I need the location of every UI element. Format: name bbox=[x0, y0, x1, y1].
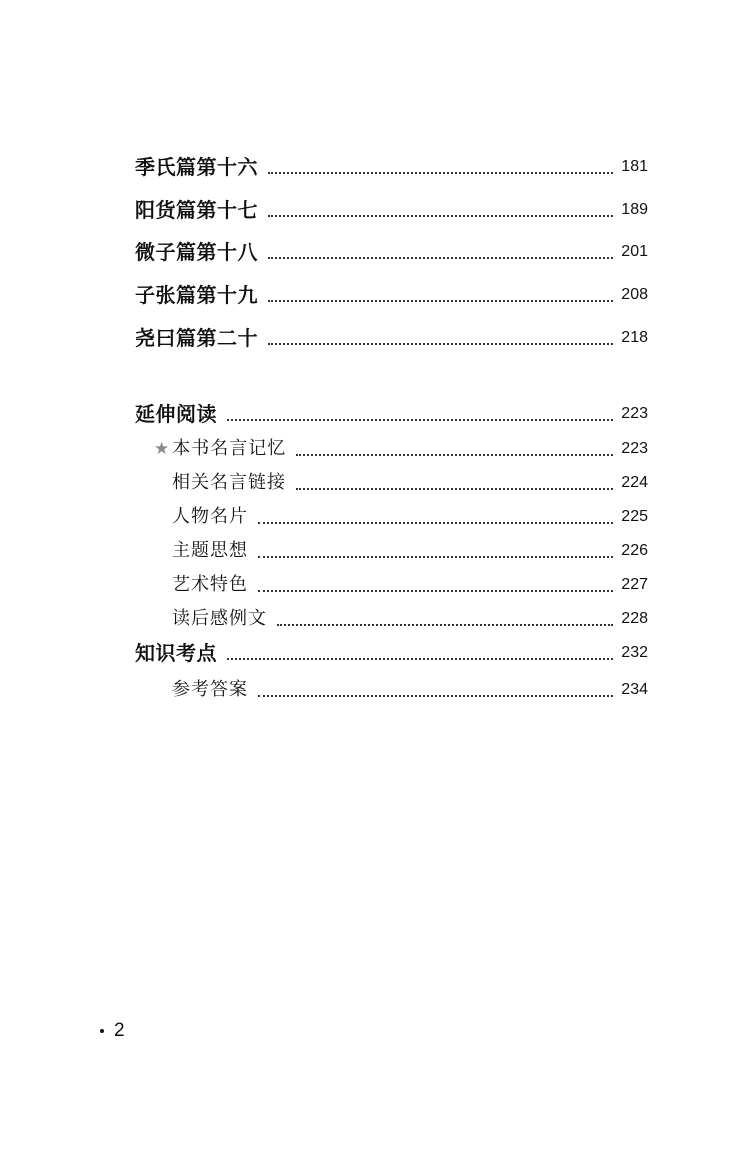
toc-entry-title-text: 本书名言记忆 bbox=[172, 438, 287, 459]
toc-entry-title: 微子篇第十八 bbox=[135, 240, 258, 264]
toc-entry-essay-examples[interactable] bbox=[0, 604, 648, 634]
toc-entry-main-theme[interactable] bbox=[0, 536, 648, 566]
toc-entry-title: 参考答案 bbox=[172, 679, 248, 700]
page-number: 2 bbox=[114, 1020, 125, 1041]
dot-leader bbox=[277, 624, 613, 626]
toc-page-number: 223 bbox=[621, 440, 648, 457]
dot-leader bbox=[268, 215, 613, 217]
toc-entry-chapter-17[interactable] bbox=[0, 195, 648, 225]
toc-page-number: 201 bbox=[621, 243, 648, 260]
dot-leader bbox=[268, 300, 613, 302]
toc-page-number: 225 bbox=[621, 508, 648, 525]
toc-entry-title: 延伸阅读 bbox=[135, 402, 217, 426]
star-icon: ★ bbox=[154, 439, 171, 459]
dot-leader bbox=[258, 556, 613, 558]
toc-page-number: 234 bbox=[621, 681, 648, 698]
bullet-dot-icon bbox=[100, 1029, 104, 1033]
toc-entry-chapter-16[interactable] bbox=[0, 152, 648, 182]
dot-leader bbox=[258, 695, 613, 697]
toc-entry-quotes-memory[interactable] bbox=[0, 434, 648, 464]
toc-entry-character-cards[interactable] bbox=[0, 502, 648, 532]
toc-entry-chapter-18[interactable] bbox=[0, 237, 648, 267]
dot-leader bbox=[268, 343, 613, 345]
toc-entry-chapter-20[interactable] bbox=[0, 323, 648, 353]
toc-page-number: 181 bbox=[621, 158, 648, 175]
toc-entry-knowledge-points[interactable] bbox=[0, 638, 648, 668]
dot-leader bbox=[227, 419, 613, 421]
toc-entry-title: 艺术特色 bbox=[172, 574, 248, 595]
toc-entry-title: 知识考点 bbox=[135, 641, 217, 665]
toc-page-number: 223 bbox=[621, 405, 648, 422]
toc-entry-title: 尧曰篇第二十 bbox=[135, 326, 258, 350]
toc-page-number: 224 bbox=[621, 474, 648, 491]
toc-entry-title bbox=[154, 434, 286, 464]
toc-page-number: 218 bbox=[621, 329, 648, 346]
toc-entry-answers[interactable] bbox=[0, 675, 648, 705]
toc-entry-title: 子张篇第十九 bbox=[135, 283, 258, 307]
toc-entry-artistic-features[interactable] bbox=[0, 570, 648, 600]
toc-entry-title: 人物名片 bbox=[172, 506, 248, 527]
dot-leader bbox=[227, 658, 613, 660]
toc-page-number: 208 bbox=[621, 286, 648, 303]
page-folio bbox=[100, 1020, 125, 1042]
dot-leader bbox=[296, 454, 613, 456]
dot-leader bbox=[258, 590, 613, 592]
toc-entry-title: 相关名言链接 bbox=[172, 472, 286, 493]
toc-entry-title: 阳货篇第十七 bbox=[135, 198, 258, 222]
dot-leader bbox=[258, 522, 613, 524]
toc-page-number: 189 bbox=[621, 201, 648, 218]
dot-leader bbox=[296, 488, 613, 490]
toc-page-number: 232 bbox=[621, 644, 648, 661]
toc-entry-extended-reading[interactable] bbox=[0, 399, 648, 429]
toc-page-number: 228 bbox=[621, 610, 648, 627]
toc-entry-related-quotes[interactable] bbox=[0, 468, 648, 498]
toc-entry-chapter-19[interactable] bbox=[0, 280, 648, 310]
toc-entry-title: 主题思想 bbox=[172, 540, 248, 561]
toc-page-number: 226 bbox=[621, 542, 648, 559]
dot-leader bbox=[268, 257, 613, 259]
toc-entry-title: 读后感例文 bbox=[172, 608, 267, 629]
toc-page-number: 227 bbox=[621, 576, 648, 593]
dot-leader bbox=[268, 172, 613, 174]
toc-entry-title: 季氏篇第十六 bbox=[135, 155, 258, 179]
